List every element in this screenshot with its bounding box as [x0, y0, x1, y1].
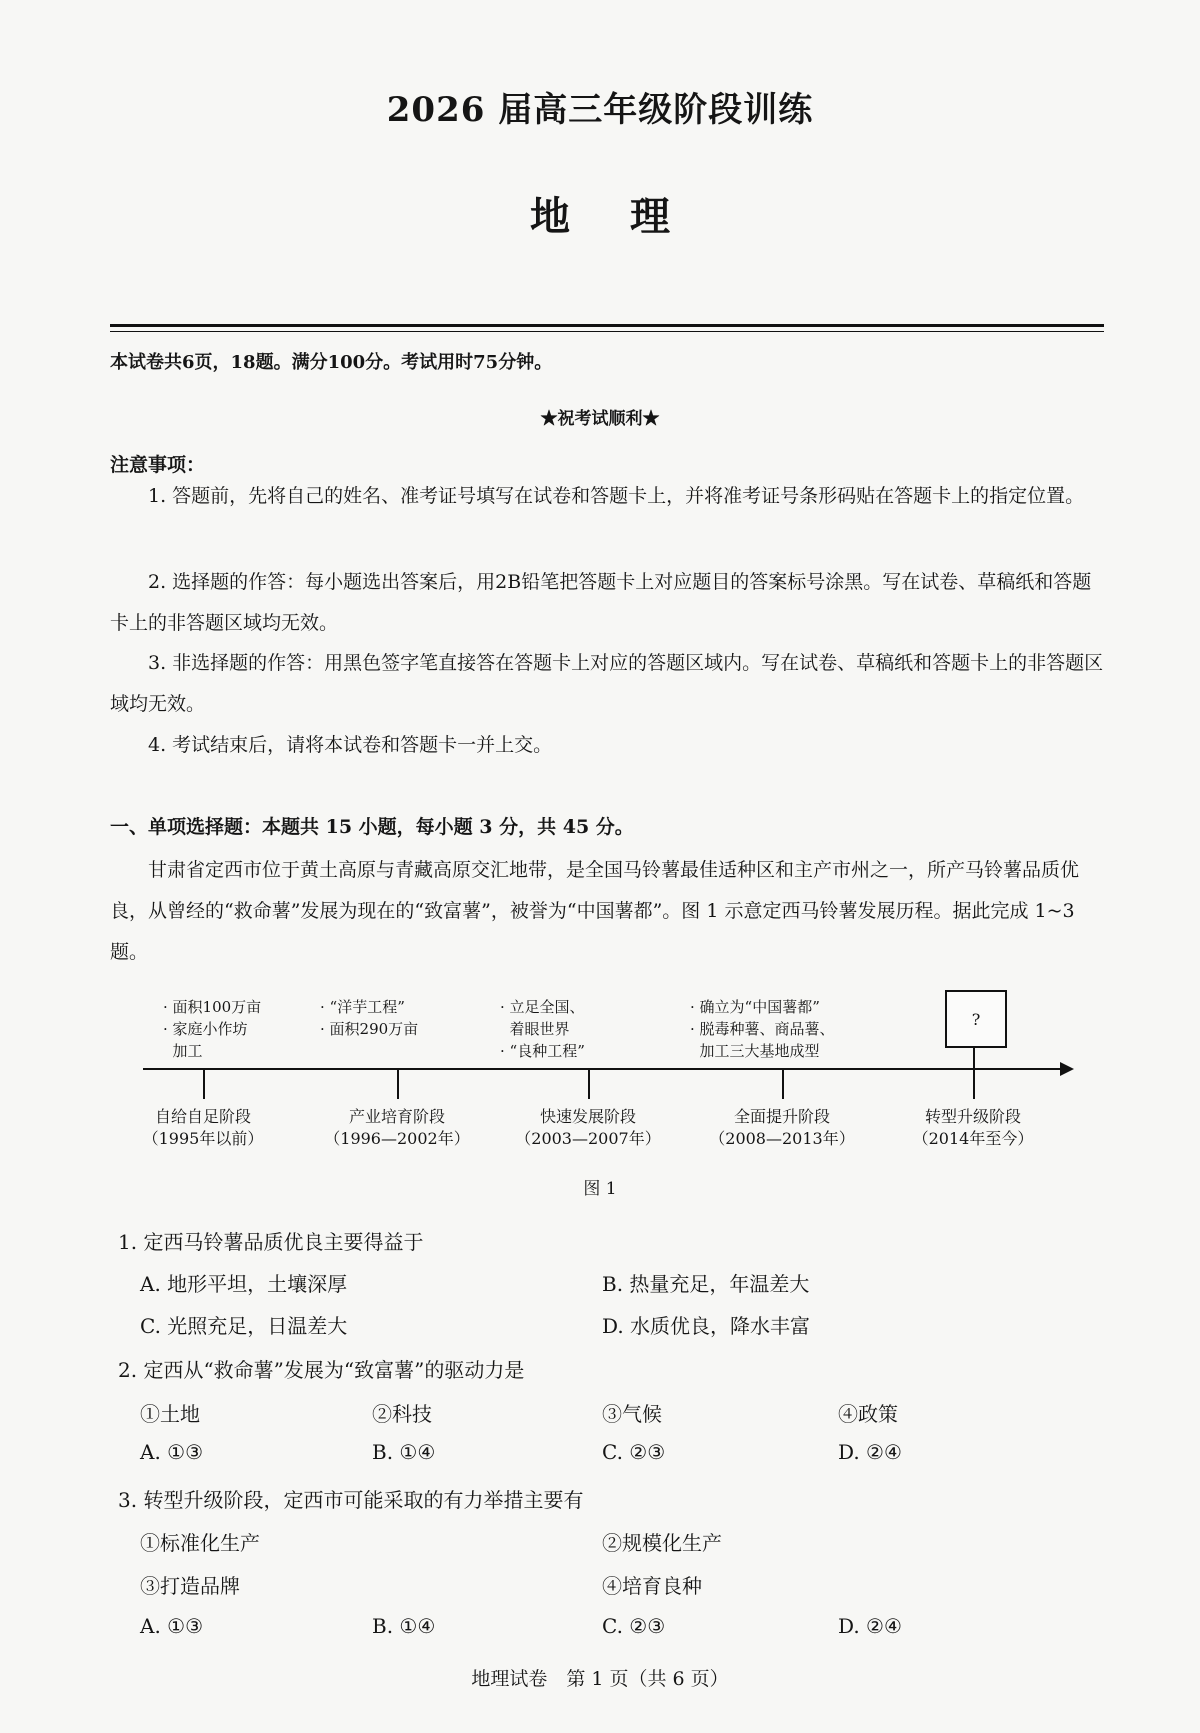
- section-intro: 甘肃省定西市位于黄土高原与青藏高原交汇地带，是全国马铃薯最佳适种区和主产市州之一，所产马铃薯品质优良，从曾经的“救命薯”发展为现在的“致富薯”，被誉为“中国薯都”。图 1 示意定西马铃薯发展历程。据此完成 1~3 题。: [110, 859, 1080, 963]
- timeline-figure: [0, 990, 1200, 1190]
- timeline-tick: [782, 1069, 784, 1099]
- timeline-note-line: 加工三大基地成型: [690, 1042, 820, 1060]
- timeline-note-line: · “洋芋工程”: [320, 998, 405, 1016]
- answer-option: C. ②③: [602, 1440, 666, 1464]
- question-stem: 3. 转型升级阶段，定西市可能采取的有力举措主要有: [118, 1488, 584, 1512]
- timeline-stage-1: [108, 1106, 298, 1150]
- timeline-stage-4: [687, 1106, 877, 1150]
- exam-title: 2026 届高三年级阶段训练: [386, 90, 814, 130]
- timeline-tick: [588, 1069, 590, 1099]
- timeline-note-line: · 家庭小作坊: [163, 1020, 248, 1038]
- notice-item: 2. 选择题的作答：每小题选出答案后，用2B铅笔把答题卡上对应题目的答案标号涂黑。写在试卷、草稿纸和答题卡上的非答题区域均无效。: [110, 571, 1092, 634]
- question-item: ①标准化生产: [140, 1531, 260, 1555]
- timeline-note-line: · 面积290万亩: [320, 1020, 419, 1038]
- section-title: 一、单项选择题：本题共 15 小题，每小题 3 分，共 45 分。: [110, 816, 634, 838]
- timeline-axis: [143, 1068, 1065, 1070]
- stage-name: 快速发展阶段: [539, 1107, 636, 1126]
- timeline-note-4: [690, 996, 835, 1062]
- subject-title: 地理: [530, 193, 730, 240]
- answer-option: D. ②④: [838, 1440, 902, 1464]
- answer-option: B. ①④: [372, 1440, 436, 1464]
- question-item: ③打造品牌: [140, 1574, 240, 1598]
- question-item: ③气候: [602, 1402, 662, 1426]
- answer-option: A. ①③: [140, 1440, 204, 1464]
- stage-name: 产业培育阶段: [348, 1107, 445, 1126]
- timeline-note-3: [500, 996, 585, 1062]
- timeline-note-line: · 脱毒种薯、商品薯、: [690, 1020, 835, 1038]
- notice-title: 注意事项：: [110, 454, 206, 476]
- question-item: ②科技: [372, 1402, 432, 1426]
- timeline-note-line: 加工: [163, 1042, 203, 1060]
- question-item: ④政策: [838, 1402, 898, 1426]
- timeline-note-line: · 确立为“中国薯都”: [690, 998, 820, 1016]
- notice-item: 3. 非选择题的作答：用黑色签字笔直接答在答题卡上对应的答题区域内。写在试卷、草稿纸和答题卡上的非答题区域均无效。: [110, 652, 1104, 715]
- arrow-right-icon: [1060, 1062, 1074, 1076]
- timeline-tick: [203, 1069, 205, 1099]
- timeline-stage-5: [878, 1106, 1068, 1150]
- answer-option: D. ②④: [838, 1614, 902, 1638]
- notice-item: 1. 答题前，先将自己的姓名、准考证号填写在试卷和答题卡上，并将准考证号条形码贴在答题卡上的指定位置。: [148, 485, 1085, 507]
- stage-period: （1996—2002年）: [324, 1129, 470, 1148]
- timeline-note-line: · 立足全国、: [500, 998, 585, 1016]
- exam-info: 本试卷共6页，18题。满分100分。考试用时75分钟。: [110, 352, 553, 373]
- answer-option: C. 光照充足，日温差大: [140, 1314, 348, 1338]
- figure-caption: 图 1: [583, 1179, 617, 1199]
- question-stem: 1. 定西马铃薯品质优良主要得益于: [118, 1230, 424, 1254]
- blessing: ★祝考试顺利★: [540, 409, 660, 429]
- header-rule-thick: [110, 324, 1104, 327]
- header-rule-thin: [110, 331, 1104, 332]
- timeline-connector: [973, 1046, 975, 1068]
- timeline-note-line: · 面积100万亩: [163, 998, 262, 1016]
- timeline-note-1: [163, 996, 261, 1062]
- question-item: ①土地: [140, 1402, 200, 1426]
- timeline-tick: [397, 1069, 399, 1099]
- answer-option: B. ①④: [372, 1614, 436, 1638]
- stage-name: 全面提升阶段: [733, 1107, 830, 1126]
- notice-item: 4. 考试结束后，请将本试卷和答题卡一并上交。: [148, 734, 553, 756]
- timeline-stage-3: [493, 1106, 683, 1150]
- stage-name: 自给自足阶段: [154, 1107, 251, 1126]
- stage-name: 转型升级阶段: [924, 1107, 1021, 1126]
- question-stem: 2. 定西从“救命薯”发展为“致富薯”的驱动力是: [118, 1358, 525, 1382]
- timeline-note-line: · “良种工程”: [500, 1042, 585, 1060]
- stage-period: （2008—2013年）: [709, 1129, 855, 1148]
- answer-option: C. ②③: [602, 1614, 666, 1638]
- timeline-note-line: 着眼世界: [500, 1020, 570, 1038]
- stage-period: （2014年至今）: [912, 1129, 1034, 1148]
- stage-period: （1995年以前）: [142, 1129, 264, 1148]
- stage-period: （2003—2007年）: [515, 1129, 661, 1148]
- answer-option: A. 地形平坦，土壤深厚: [140, 1272, 348, 1296]
- timeline-note-2: [320, 996, 418, 1040]
- question-item: ②规模化生产: [602, 1531, 722, 1555]
- answer-option: B. 热量充足，年温差大: [602, 1272, 810, 1296]
- unknown-stage-box: ?: [945, 990, 1007, 1048]
- page-footer: 地理试卷 第 1 页（共 6 页）: [471, 1668, 729, 1690]
- timeline-tick: [973, 1069, 975, 1099]
- answer-option: A. ①③: [140, 1614, 204, 1638]
- question-item: ④培育良种: [602, 1574, 702, 1598]
- answer-option: D. 水质优良，降水丰富: [602, 1314, 811, 1338]
- timeline-stage-2: [302, 1106, 492, 1150]
